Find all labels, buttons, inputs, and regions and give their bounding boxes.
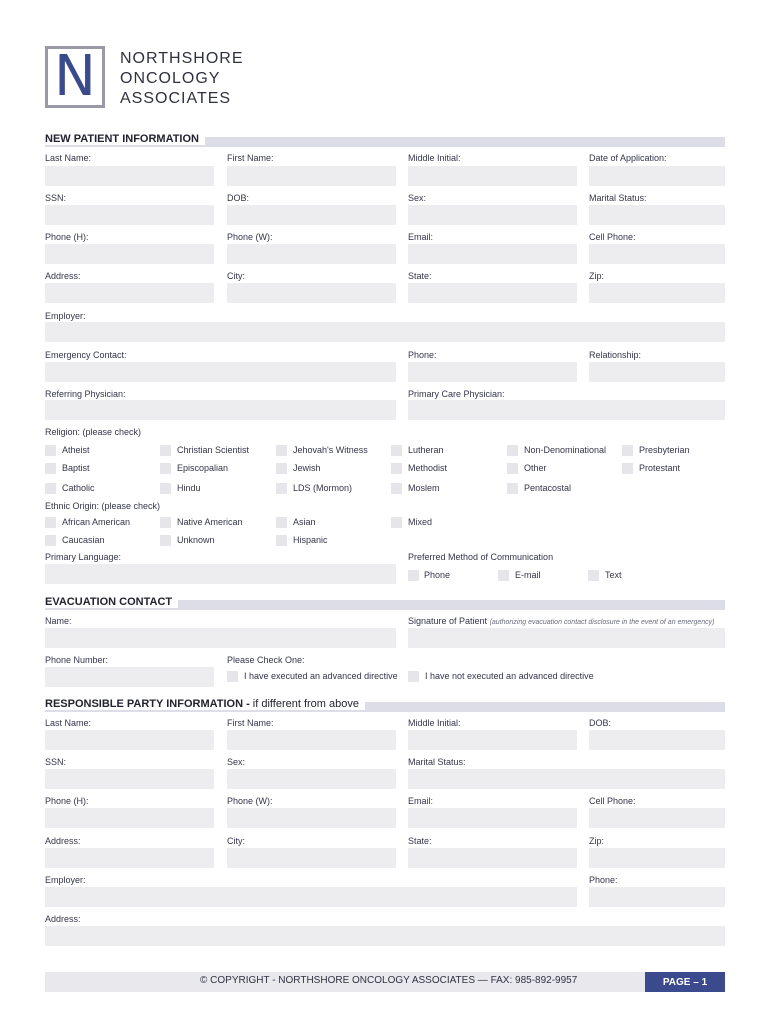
checkbox-presbyterian[interactable] (622, 445, 633, 456)
checkbox-comm-email[interactable] (498, 570, 509, 581)
evac-name-field[interactable] (45, 628, 396, 648)
checkbox-comm-phone[interactable] (408, 570, 419, 581)
zip-label: Zip: (589, 271, 605, 281)
state-field[interactable] (408, 283, 577, 303)
checkbox-other[interactable] (507, 463, 518, 474)
evac-phone-field[interactable] (45, 667, 214, 687)
comm-text: Text (605, 570, 622, 580)
first-name-field[interactable] (227, 166, 396, 186)
not-executed-directive-label: I have not executed an advanced directive (425, 671, 594, 681)
dob-label: DOB: (227, 193, 250, 203)
logo-letter: N (54, 44, 96, 109)
section-title-evacuation: EVACUATION CONTACT (45, 596, 178, 608)
check-one-label: Please Check One: (227, 655, 305, 665)
comm-email: E-mail (515, 570, 541, 580)
rp-city-label: City: (227, 836, 245, 846)
religion-protestant: Protestant (639, 463, 681, 473)
rp-employer-phone-field[interactable] (589, 887, 725, 907)
ethnic-asian: Asian (293, 517, 316, 527)
checkbox-african-american[interactable] (45, 517, 56, 528)
executed-directive-label: I have executed an advanced directive (244, 671, 398, 681)
checkbox-episcopalian[interactable] (160, 463, 171, 474)
religion-christian-scientist: Christian Scientist (177, 445, 250, 455)
checkbox-mixed[interactable] (391, 517, 402, 528)
email-label: Email: (408, 232, 434, 242)
religion-hindu: Hindu (177, 483, 201, 493)
religion-lds-mormon: LDS (Mormon) (293, 483, 353, 493)
rp-last-name-field[interactable] (45, 730, 214, 750)
logo-wordmark (120, 49, 244, 109)
rp-last-name-label: Last Name: (45, 718, 92, 728)
rp-phone-h-label: Phone (H): (45, 796, 89, 806)
phone-h-label: Phone (H): (45, 232, 89, 242)
religion-non-denominational: Non-Denominational (524, 445, 607, 455)
date-application-field[interactable] (589, 166, 725, 186)
rp-ssn-label: SSN: (45, 757, 67, 767)
last-name-label: Last Name: (45, 153, 92, 163)
comm-phone: Phone (424, 570, 451, 580)
checkbox-methodist[interactable] (391, 463, 402, 474)
emergency-contact-field[interactable] (45, 362, 396, 382)
rp-employer-label: Employer: (45, 875, 86, 885)
email-field[interactable] (408, 244, 577, 264)
rp-dob-label: DOB: (589, 718, 612, 728)
employer-label: Employer: (45, 311, 86, 321)
referring-physician-label: Referring Physician: (45, 389, 126, 399)
rp-state-label: State: (408, 836, 432, 846)
checkbox-catholic[interactable] (45, 483, 56, 494)
rp-cell-field[interactable] (589, 808, 725, 828)
relationship-label: Relationship: (589, 350, 642, 360)
checkbox-unknown[interactable] (160, 535, 171, 546)
sex-field[interactable] (408, 205, 577, 225)
rp-marital-label: Marital Status: (408, 757, 466, 767)
sex-label: Sex: (408, 193, 427, 203)
religion-other: Other (524, 463, 547, 473)
rp-zip-field[interactable] (589, 848, 725, 868)
cell-phone-label: Cell Phone: (589, 232, 636, 242)
primary-language-field[interactable] (45, 564, 396, 584)
rp-zip-label: Zip: (589, 836, 605, 846)
rp-phone-w-label: Phone (W): (227, 796, 273, 806)
rp-sex-label: Sex: (227, 757, 246, 767)
checkbox-lds-mormon[interactable] (276, 483, 287, 494)
employer-field[interactable] (45, 322, 725, 342)
address-label: Address: (45, 271, 81, 281)
rp-phone-w-field[interactable] (227, 808, 396, 828)
ssn-field[interactable] (45, 205, 214, 225)
logo-mark (45, 46, 105, 108)
logo-line-2: ONCOLOGY (120, 70, 221, 87)
rp-middle-initial-label: Middle Initial: (408, 718, 461, 728)
checkbox-jehovahs-witness[interactable] (276, 445, 287, 456)
ethnic-native-american: Native American (177, 517, 243, 527)
checkbox-baptist[interactable] (45, 463, 56, 474)
rp-city-field[interactable] (227, 848, 396, 868)
checkbox-christian-scientist[interactable] (160, 445, 171, 456)
responsible-title-text: RESPONSIBLE PARTY INFORMATION - (45, 698, 250, 710)
emergency-phone-label: Phone: (408, 350, 437, 360)
date-application-label: Date of Application: (589, 153, 667, 163)
page-number: PAGE – 1 (645, 972, 725, 992)
religion-lutheran: Lutheran (408, 445, 444, 455)
ssn-label: SSN: (45, 193, 67, 203)
religion-atheist: Atheist (62, 445, 90, 455)
emergency-contact-label: Emergency Contact: (45, 350, 127, 360)
primary-care-field[interactable] (408, 400, 725, 420)
section-title-responsible (45, 698, 365, 710)
checkbox-hindu[interactable] (160, 483, 171, 494)
religion-pentacostal: Pentacostal (524, 483, 572, 493)
marital-status-label: Marital Status: (589, 193, 647, 203)
primary-language-label: Primary Language: (45, 552, 122, 562)
section-title-new-patient: NEW PATIENT INFORMATION (45, 133, 205, 145)
religion-jewish: Jewish (293, 463, 321, 473)
referring-physician-field[interactable] (45, 400, 396, 420)
city-label: City: (227, 271, 245, 281)
religion-methodist: Methodist (408, 463, 448, 473)
rp-address-field[interactable] (45, 848, 214, 868)
rp-state-field[interactable] (408, 848, 577, 868)
rp-dob-field[interactable] (589, 730, 725, 750)
religion-moslem: Moslem (408, 483, 440, 493)
religion-label: Religion: (please check) (45, 427, 142, 437)
checkbox-jewish[interactable] (276, 463, 287, 474)
logo-line-1: NORTHSHORE (120, 50, 244, 67)
rp-employer-address-field[interactable] (45, 926, 725, 946)
rp-email-field[interactable] (408, 808, 577, 828)
responsible-subtitle: if different from above (252, 698, 359, 710)
address-field[interactable] (45, 283, 214, 303)
rp-phone-h-field[interactable] (45, 808, 214, 828)
evac-name-label: Name: (45, 616, 72, 626)
rp-employer-address-label: Address: (45, 914, 81, 924)
first-name-label: First Name: (227, 153, 274, 163)
rp-cell-label: Cell Phone: (589, 796, 636, 806)
rp-sex-field[interactable] (227, 769, 396, 789)
checkbox-comm-text[interactable] (588, 570, 599, 581)
checkbox-protestant[interactable] (622, 463, 633, 474)
rp-marital-field[interactable] (408, 769, 725, 789)
state-label: State: (408, 271, 432, 281)
signature-label (408, 616, 714, 626)
checkbox-caucasian[interactable] (45, 535, 56, 546)
ethnic-caucasian: Caucasian (62, 535, 105, 545)
checkbox-atheist[interactable] (45, 445, 56, 456)
primary-care-label: Primary Care Physician: (408, 389, 505, 399)
relationship-field[interactable] (589, 362, 725, 382)
phone-w-label: Phone (W): (227, 232, 273, 242)
religion-presbyterian: Presbyterian (639, 445, 690, 455)
ethnic-mixed: Mixed (408, 517, 433, 527)
checkbox-hispanic[interactable] (276, 535, 287, 546)
emergency-phone-field[interactable] (408, 362, 577, 382)
city-field[interactable] (227, 283, 396, 303)
marital-status-field[interactable] (589, 205, 725, 225)
rp-email-label: Email: (408, 796, 434, 806)
dob-field[interactable] (227, 205, 396, 225)
checkbox-not-executed-directive[interactable] (408, 671, 419, 682)
middle-initial-field[interactable] (408, 166, 577, 186)
logo-line-3: ASSOCIATES (120, 90, 232, 107)
signature-label-text: Signature of Patient (408, 616, 488, 626)
checkbox-pentacostal[interactable] (507, 483, 518, 494)
signature-note: (authorizing evacuation contact disclosure in the event of an emergency) (489, 619, 715, 626)
rp-employer-field[interactable] (45, 887, 577, 907)
checkbox-executed-directive[interactable] (227, 671, 238, 682)
phone-w-field[interactable] (227, 244, 396, 264)
phone-h-field[interactable] (45, 244, 214, 264)
religion-episcopalian: Episcopalian (177, 463, 229, 473)
signature-field[interactable] (408, 628, 725, 648)
rp-address-label: Address: (45, 836, 81, 846)
religion-jehovahs-witness: Jehovah's Witness (293, 445, 368, 455)
ethnic-unknown: Unknown (177, 535, 215, 545)
checkbox-moslem[interactable] (391, 483, 402, 494)
rp-ssn-field[interactable] (45, 769, 214, 789)
cell-phone-field[interactable] (589, 244, 725, 264)
religion-catholic: Catholic (62, 483, 95, 493)
rp-first-name-label: First Name: (227, 718, 274, 728)
rp-first-name-field[interactable] (227, 730, 396, 750)
footer-copyright: © COPYRIGHT - NORTHSHORE ONCOLOGY ASSOCIATES — FAX: 985-892-9957 (200, 975, 578, 986)
rp-middle-initial-field[interactable] (408, 730, 577, 750)
middle-initial-label: Middle Initial: (408, 153, 461, 163)
checkbox-native-american[interactable] (160, 517, 171, 528)
religion-baptist: Baptist (62, 463, 90, 473)
ethnic-african-american: African American (62, 517, 131, 527)
zip-field[interactable] (589, 283, 725, 303)
last-name-field[interactable] (45, 166, 214, 186)
preferred-communication-label: Preferred Method of Communication (408, 552, 554, 562)
rp-employer-phone-label: Phone: (589, 875, 618, 885)
checkbox-asian[interactable] (276, 517, 287, 528)
checkbox-lutheran[interactable] (391, 445, 402, 456)
evac-phone-label: Phone Number: (45, 655, 109, 665)
checkbox-non-denominational[interactable] (507, 445, 518, 456)
ethnic-origin-label: Ethnic Origin: (please check) (45, 501, 161, 511)
ethnic-hispanic: Hispanic (293, 535, 328, 545)
